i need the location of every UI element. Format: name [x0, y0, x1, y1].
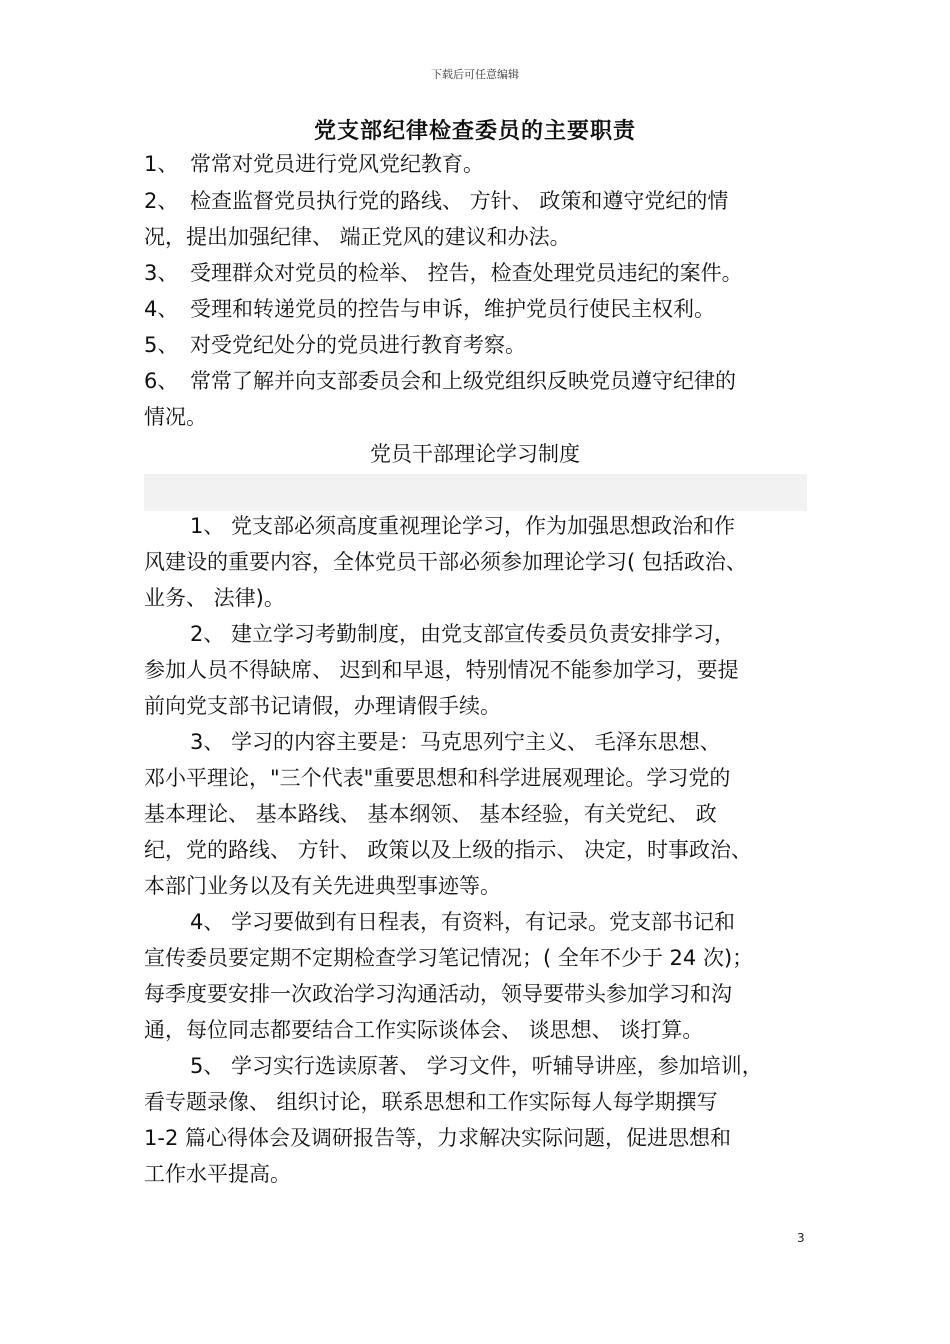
- rule-line: 看专题录像、 组织讨论，联系思想和工作实际每人每学期撰写: [144, 1090, 718, 1114]
- rule-line: 通，每位同志都要结合工作实际谈体会、 谈思想、 谈打算。: [144, 1018, 704, 1042]
- rule-line: 1-2 篇心得体会及调研报告等，力求解决实际问题，促进思想和: [144, 1126, 731, 1150]
- rule-line: 4、 学习要做到有日程表，有资料，有记录。党支部书记和: [190, 910, 736, 934]
- duty-line: [144, 259, 743, 287]
- rule-line: 5、 学习实行选读原著、 学习文件，听辅导讲座，参加培训，: [190, 1054, 763, 1078]
- duty-number: 4、: [144, 297, 179, 321]
- page-header: 下载后可任意编辑: [431, 68, 519, 81]
- rule-line: 参加人员不得缺席、 迟到和早退，特别情况不能参加学习，要提: [144, 658, 739, 682]
- rule-line: 风建设的重要内容，全体党员干部必须参加理论学习( 包括政治、: [144, 550, 747, 574]
- duty-text: 受理群众对党员的检举、 控告，检查处理党员违纪的案件。: [190, 261, 743, 285]
- rule-line: 基本理论、 基本路线、 基本纲领、 基本经验，有关党纪、 政: [144, 802, 717, 826]
- rule-line: 业务、 法律)。: [144, 586, 285, 610]
- section-title: 党员干部理论学习制度: [370, 442, 580, 466]
- duty-line: [144, 367, 736, 395]
- rule-line: 1、 党支部必须高度重视理论学习，作为加强思想政治和作: [190, 514, 736, 538]
- rule-line: 2、 建立学习考勤制度，由党支部宣传委员负责安排学习，: [190, 622, 736, 646]
- rule-line: 3、 学习的内容主要是：马克思列宁主义、 毛泽东思想、: [190, 730, 721, 754]
- duty-number: 5、: [144, 333, 179, 357]
- rule-line: 前向党支部书记请假，办理请假手续。: [144, 694, 501, 718]
- rule-line: 工作水平提高。: [144, 1162, 291, 1186]
- duty-continuation: 情况。: [144, 405, 207, 429]
- duty-text: 受理和转递党员的控告与申诉，维护党员行使民主权利。: [190, 297, 715, 321]
- duty-line: [144, 150, 484, 178]
- page-title: 党支部纪律检查委员的主要职责: [313, 119, 636, 144]
- duty-number: 6、: [144, 369, 179, 393]
- duty-number: 1、: [144, 152, 179, 176]
- duty-continuation: 况，提出加强纪律、 端正党风的建议和办法。: [144, 225, 571, 249]
- duty-line: [144, 187, 728, 215]
- duty-text: 检查监督党员执行党的路线、 方针、 政策和遵守党纪的情: [190, 189, 729, 213]
- duty-text: 对受党纪处分的党员进行教育考察。: [190, 333, 526, 357]
- duty-line: [144, 331, 526, 359]
- rule-line: 宣传委员要定期不定期检查学习笔记情况；( 全年不少于 24 次)；: [144, 946, 754, 970]
- rule-line: 每季度要安排一次政治学习沟通活动，领导要带头参加学习和沟: [144, 982, 732, 1006]
- rule-line: 邓小平理论，"三个代表"重要思想和科学进展观理论。学习党的: [144, 766, 731, 790]
- duty-text: 常常对党员进行党风党纪教育。: [190, 152, 484, 176]
- duty-number: 2、: [144, 189, 179, 213]
- rule-line: 本部门业务以及有关先进典型事迹等。: [144, 874, 501, 898]
- shaded-divider: [144, 474, 807, 511]
- page-number: 3: [797, 1231, 805, 1245]
- duty-line: [144, 295, 715, 323]
- rule-line: 纪，党的路线、 方针、 政策以及上级的指示、 决定，时事政治、: [144, 838, 753, 862]
- duty-text: 常常了解并向支部委员会和上级党组织反映党员遵守纪律的: [190, 369, 736, 393]
- duty-number: 3、: [144, 261, 179, 285]
